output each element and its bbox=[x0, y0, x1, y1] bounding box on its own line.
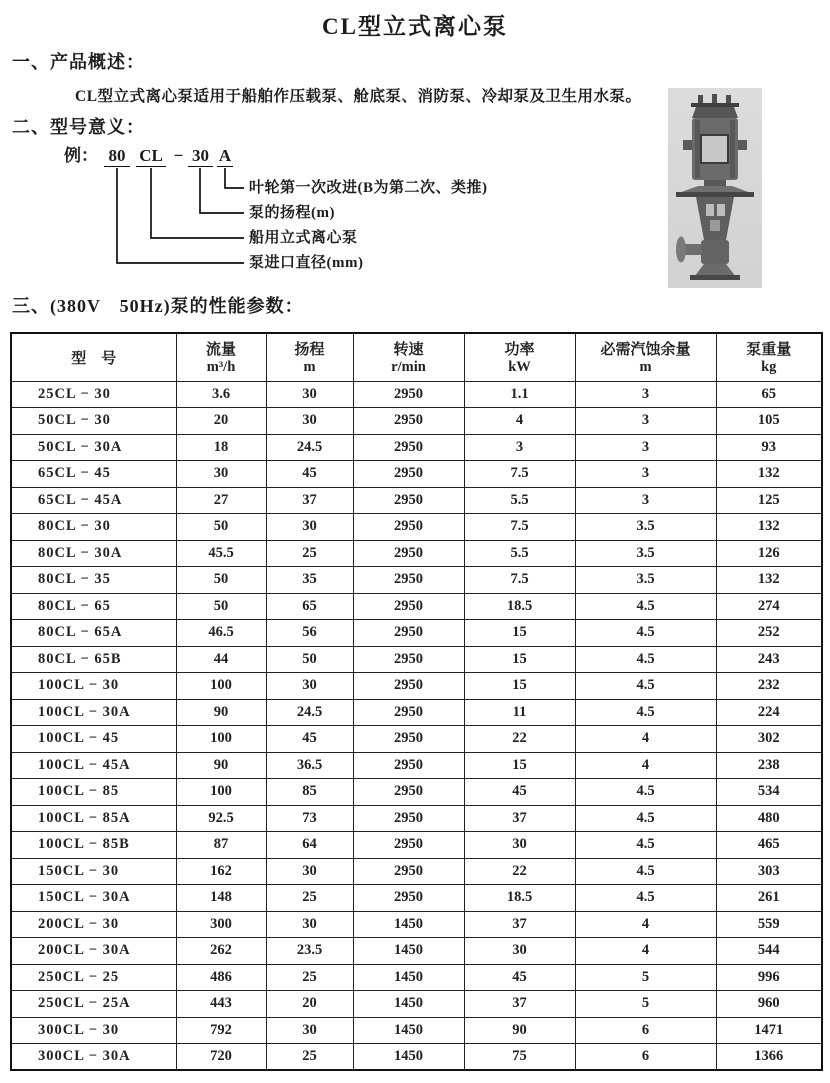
cell-model: 150CL − 30 bbox=[11, 858, 176, 885]
table-row bbox=[11, 885, 822, 912]
cell-weight: 252 bbox=[716, 620, 822, 647]
table-body bbox=[11, 381, 822, 1070]
cell-flow: 300 bbox=[176, 911, 266, 938]
cell-npsh: 4.5 bbox=[575, 646, 716, 673]
cell-npsh: 6 bbox=[575, 1017, 716, 1044]
column-unit: kW bbox=[508, 359, 531, 376]
table-row bbox=[11, 805, 822, 832]
column-title: 转速 bbox=[393, 342, 424, 359]
column-header bbox=[266, 333, 353, 381]
section2-heading: 二、型号意义： bbox=[12, 117, 145, 137]
column-unit: m³/h bbox=[206, 359, 236, 376]
page-title: CL型立式离心泵 bbox=[322, 14, 508, 39]
cell-power: 75 bbox=[464, 1044, 575, 1071]
cell-speed: 2950 bbox=[353, 885, 464, 912]
cell-speed: 2950 bbox=[353, 726, 464, 753]
cell-speed: 2950 bbox=[353, 487, 464, 514]
cell-speed: 1450 bbox=[353, 1017, 464, 1044]
cell-flow: 100 bbox=[176, 726, 266, 753]
cell-speed: 2950 bbox=[353, 646, 464, 673]
cell-speed: 2950 bbox=[353, 381, 464, 408]
cell-npsh: 4.5 bbox=[575, 673, 716, 700]
cell-power: 45 bbox=[464, 964, 575, 991]
cell-npsh: 3 bbox=[575, 381, 716, 408]
table-row bbox=[11, 673, 822, 700]
cell-npsh: 5 bbox=[575, 991, 716, 1018]
cell-power: 30 bbox=[464, 938, 575, 965]
cell-speed: 2950 bbox=[353, 567, 464, 594]
cell-npsh: 4.5 bbox=[575, 832, 716, 859]
table-row bbox=[11, 487, 822, 514]
cell-flow: 486 bbox=[176, 964, 266, 991]
cell-model: 100CL − 45A bbox=[11, 752, 176, 779]
column-header bbox=[176, 333, 266, 381]
cell-power: 4 bbox=[464, 408, 575, 435]
cell-weight: 232 bbox=[716, 673, 822, 700]
cell-model: 25CL − 30 bbox=[11, 381, 176, 408]
cell-flow: 792 bbox=[176, 1017, 266, 1044]
cell-head: 30 bbox=[266, 1017, 353, 1044]
cell-model: 65CL − 45 bbox=[11, 461, 176, 488]
cell-npsh: 3 bbox=[575, 461, 716, 488]
cell-model: 65CL − 45A bbox=[11, 487, 176, 514]
table-row bbox=[11, 752, 822, 779]
cell-weight: 65 bbox=[716, 381, 822, 408]
table-row bbox=[11, 911, 822, 938]
cell-weight: 465 bbox=[716, 832, 822, 859]
cell-model: 80CL − 30 bbox=[11, 514, 176, 541]
cell-head: 30 bbox=[266, 514, 353, 541]
cell-npsh: 3 bbox=[575, 487, 716, 514]
column-header bbox=[11, 333, 176, 381]
cell-flow: 720 bbox=[176, 1044, 266, 1071]
cell-flow: 443 bbox=[176, 991, 266, 1018]
cell-npsh: 5 bbox=[575, 964, 716, 991]
cell-power: 30 bbox=[464, 832, 575, 859]
cell-head: 25 bbox=[266, 540, 353, 567]
cell-weight: 544 bbox=[716, 938, 822, 965]
model-part-head: 30 bbox=[188, 146, 213, 167]
cell-head: 30 bbox=[266, 858, 353, 885]
cell-model: 200CL − 30 bbox=[11, 911, 176, 938]
cell-power: 1.1 bbox=[464, 381, 575, 408]
cell-npsh: 3.5 bbox=[575, 514, 716, 541]
cell-model: 50CL − 30A bbox=[11, 434, 176, 461]
cell-model: 300CL − 30A bbox=[11, 1044, 176, 1071]
cell-model: 80CL − 65 bbox=[11, 593, 176, 620]
cell-power: 7.5 bbox=[464, 514, 575, 541]
cell-weight: 534 bbox=[716, 779, 822, 806]
cell-model: 250CL − 25A bbox=[11, 991, 176, 1018]
label-inlet-diameter: 泵进口直径(mm) bbox=[249, 255, 364, 271]
cell-model: 150CL − 30A bbox=[11, 885, 176, 912]
table-row bbox=[11, 938, 822, 965]
column-unit: m bbox=[303, 359, 316, 376]
cell-head: 37 bbox=[266, 487, 353, 514]
column-title: 功率 bbox=[504, 342, 535, 359]
label-impeller-revision: 叶轮第一次改进(B为第二次、类推) bbox=[249, 180, 488, 196]
cell-head: 45 bbox=[266, 461, 353, 488]
cell-speed: 2950 bbox=[353, 593, 464, 620]
cell-model: 100CL − 30 bbox=[11, 673, 176, 700]
column-header bbox=[353, 333, 464, 381]
cell-flow: 162 bbox=[176, 858, 266, 885]
model-part-dash: − bbox=[173, 146, 184, 165]
cell-weight: 224 bbox=[716, 699, 822, 726]
cell-speed: 2950 bbox=[353, 461, 464, 488]
table-row bbox=[11, 540, 822, 567]
cell-power: 5.5 bbox=[464, 540, 575, 567]
cell-power: 7.5 bbox=[464, 567, 575, 594]
cell-head: 65 bbox=[266, 593, 353, 620]
cell-weight: 93 bbox=[716, 434, 822, 461]
table-row bbox=[11, 408, 822, 435]
table-row bbox=[11, 434, 822, 461]
column-unit: kg bbox=[761, 359, 777, 376]
cell-power: 22 bbox=[464, 858, 575, 885]
cell-speed: 1450 bbox=[353, 991, 464, 1018]
cell-npsh: 6 bbox=[575, 1044, 716, 1071]
cell-speed: 2950 bbox=[353, 408, 464, 435]
cell-weight: 1471 bbox=[716, 1017, 822, 1044]
cell-flow: 18 bbox=[176, 434, 266, 461]
cell-flow: 92.5 bbox=[176, 805, 266, 832]
column-header bbox=[575, 333, 716, 381]
cell-flow: 90 bbox=[176, 752, 266, 779]
cell-npsh: 4 bbox=[575, 726, 716, 753]
cell-weight: 132 bbox=[716, 461, 822, 488]
cell-head: 56 bbox=[266, 620, 353, 647]
table-row bbox=[11, 514, 822, 541]
section3-heading: 三、(380V 50Hz)泵的性能参数： bbox=[12, 296, 304, 316]
cell-npsh: 4.5 bbox=[575, 885, 716, 912]
cell-weight: 132 bbox=[716, 514, 822, 541]
cell-weight: 105 bbox=[716, 408, 822, 435]
cell-model: 200CL − 30A bbox=[11, 938, 176, 965]
cell-power: 15 bbox=[464, 752, 575, 779]
table-row bbox=[11, 381, 822, 408]
cell-npsh: 4.5 bbox=[575, 779, 716, 806]
performance-table bbox=[10, 332, 823, 1071]
cell-head: 30 bbox=[266, 911, 353, 938]
cell-npsh: 3.5 bbox=[575, 567, 716, 594]
cell-head: 35 bbox=[266, 567, 353, 594]
cell-head: 45 bbox=[266, 726, 353, 753]
cell-flow: 50 bbox=[176, 593, 266, 620]
cell-speed: 2950 bbox=[353, 805, 464, 832]
section1-body: CL型立式离心泵适用于船舶作压载泵、舱底泵、消防泵、冷却泵及卫生用水泵。 bbox=[75, 88, 642, 105]
table-row bbox=[11, 567, 822, 594]
cell-power: 37 bbox=[464, 911, 575, 938]
cell-speed: 1450 bbox=[353, 938, 464, 965]
cell-head: 24.5 bbox=[266, 699, 353, 726]
cell-flow: 50 bbox=[176, 567, 266, 594]
table-row bbox=[11, 991, 822, 1018]
cell-flow: 100 bbox=[176, 673, 266, 700]
column-unit: m bbox=[639, 359, 652, 376]
cell-weight: 274 bbox=[716, 593, 822, 620]
cell-speed: 2950 bbox=[353, 779, 464, 806]
cell-flow: 50 bbox=[176, 514, 266, 541]
cell-npsh: 4 bbox=[575, 911, 716, 938]
cell-model: 100CL − 30A bbox=[11, 699, 176, 726]
column-title: 泵重量 bbox=[746, 342, 792, 359]
cell-weight: 238 bbox=[716, 752, 822, 779]
column-header bbox=[716, 333, 822, 381]
table-row bbox=[11, 964, 822, 991]
cell-flow: 30 bbox=[176, 461, 266, 488]
vertical-pump-illustration bbox=[668, 88, 762, 288]
cell-weight: 261 bbox=[716, 885, 822, 912]
cell-npsh: 3 bbox=[575, 434, 716, 461]
cell-speed: 2950 bbox=[353, 620, 464, 647]
cell-power: 45 bbox=[464, 779, 575, 806]
table-row bbox=[11, 858, 822, 885]
column-title: 型 号 bbox=[71, 350, 117, 367]
cell-speed: 1450 bbox=[353, 1044, 464, 1071]
cell-power: 90 bbox=[464, 1017, 575, 1044]
cell-weight: 132 bbox=[716, 567, 822, 594]
cell-npsh: 4.5 bbox=[575, 699, 716, 726]
cell-model: 80CL − 65A bbox=[11, 620, 176, 647]
cell-power: 7.5 bbox=[464, 461, 575, 488]
table-row bbox=[11, 646, 822, 673]
cell-flow: 44 bbox=[176, 646, 266, 673]
cell-npsh: 4.5 bbox=[575, 620, 716, 647]
cell-head: 30 bbox=[266, 381, 353, 408]
cell-flow: 45.5 bbox=[176, 540, 266, 567]
cell-npsh: 3 bbox=[575, 408, 716, 435]
column-title: 流量 bbox=[205, 342, 236, 359]
cell-speed: 2950 bbox=[353, 699, 464, 726]
cell-weight: 559 bbox=[716, 911, 822, 938]
cell-model: 80CL − 30A bbox=[11, 540, 176, 567]
cell-head: 30 bbox=[266, 673, 353, 700]
table-header bbox=[11, 333, 822, 381]
cell-model: 100CL − 85B bbox=[11, 832, 176, 859]
cell-weight: 302 bbox=[716, 726, 822, 753]
cell-power: 22 bbox=[464, 726, 575, 753]
cell-speed: 2950 bbox=[353, 858, 464, 885]
cell-power: 18.5 bbox=[464, 885, 575, 912]
cell-flow: 100 bbox=[176, 779, 266, 806]
cell-power: 5.5 bbox=[464, 487, 575, 514]
table-row bbox=[11, 620, 822, 647]
cell-model: 100CL − 85 bbox=[11, 779, 176, 806]
cell-power: 15 bbox=[464, 673, 575, 700]
table-row bbox=[11, 699, 822, 726]
column-title: 扬程 bbox=[294, 342, 325, 359]
cell-flow: 148 bbox=[176, 885, 266, 912]
cell-head: 50 bbox=[266, 646, 353, 673]
cell-speed: 2950 bbox=[353, 673, 464, 700]
cell-head: 25 bbox=[266, 885, 353, 912]
column-header bbox=[464, 333, 575, 381]
cell-head: 25 bbox=[266, 964, 353, 991]
cell-head: 36.5 bbox=[266, 752, 353, 779]
cell-power: 15 bbox=[464, 646, 575, 673]
cell-npsh: 4.5 bbox=[575, 805, 716, 832]
label-pump-head: 泵的扬程(m) bbox=[249, 205, 335, 221]
cell-npsh: 4.5 bbox=[575, 858, 716, 885]
cell-weight: 996 bbox=[716, 964, 822, 991]
cell-model: 100CL − 45 bbox=[11, 726, 176, 753]
cell-power: 11 bbox=[464, 699, 575, 726]
pump-photo bbox=[668, 88, 762, 288]
cell-flow: 90 bbox=[176, 699, 266, 726]
cell-model: 50CL − 30 bbox=[11, 408, 176, 435]
cell-flow: 87 bbox=[176, 832, 266, 859]
cell-head: 64 bbox=[266, 832, 353, 859]
cell-speed: 2950 bbox=[353, 832, 464, 859]
cell-head: 25 bbox=[266, 1044, 353, 1071]
cell-speed: 1450 bbox=[353, 911, 464, 938]
cell-speed: 2950 bbox=[353, 434, 464, 461]
cell-head: 30 bbox=[266, 408, 353, 435]
cell-weight: 1366 bbox=[716, 1044, 822, 1071]
cell-flow: 27 bbox=[176, 487, 266, 514]
cell-power: 37 bbox=[464, 805, 575, 832]
model-part-inlet-diameter: 80 bbox=[104, 146, 130, 167]
cell-weight: 303 bbox=[716, 858, 822, 885]
cell-flow: 262 bbox=[176, 938, 266, 965]
cell-npsh: 3.5 bbox=[575, 540, 716, 567]
cell-speed: 1450 bbox=[353, 964, 464, 991]
table-row bbox=[11, 593, 822, 620]
section1-heading: 一、产品概述： bbox=[12, 52, 145, 72]
cell-weight: 243 bbox=[716, 646, 822, 673]
table-row bbox=[11, 461, 822, 488]
cell-speed: 2950 bbox=[353, 752, 464, 779]
table-row bbox=[11, 1017, 822, 1044]
cell-flow: 46.5 bbox=[176, 620, 266, 647]
cell-flow: 3.6 bbox=[176, 381, 266, 408]
cell-head: 85 bbox=[266, 779, 353, 806]
cell-speed: 2950 bbox=[353, 540, 464, 567]
cell-power: 3 bbox=[464, 434, 575, 461]
cell-weight: 480 bbox=[716, 805, 822, 832]
cell-npsh: 4.5 bbox=[575, 593, 716, 620]
cell-weight: 125 bbox=[716, 487, 822, 514]
table-row bbox=[11, 779, 822, 806]
cell-head: 20 bbox=[266, 991, 353, 1018]
cell-power: 37 bbox=[464, 991, 575, 1018]
table-row bbox=[11, 832, 822, 859]
cell-model: 100CL − 85A bbox=[11, 805, 176, 832]
cell-flow: 20 bbox=[176, 408, 266, 435]
cell-head: 73 bbox=[266, 805, 353, 832]
model-part-revision: A bbox=[218, 146, 232, 165]
column-title: 必需汽蚀余量 bbox=[600, 342, 691, 359]
table-row bbox=[11, 1044, 822, 1071]
cell-power: 15 bbox=[464, 620, 575, 647]
cell-head: 24.5 bbox=[266, 434, 353, 461]
model-part-series: CL bbox=[136, 146, 166, 167]
cell-weight: 960 bbox=[716, 991, 822, 1018]
cell-npsh: 4 bbox=[575, 938, 716, 965]
cell-npsh: 4 bbox=[575, 752, 716, 779]
cell-model: 80CL − 65B bbox=[11, 646, 176, 673]
cell-weight: 126 bbox=[716, 540, 822, 567]
model-example-prefix: 例： bbox=[64, 146, 98, 165]
cell-speed: 2950 bbox=[353, 514, 464, 541]
cell-head: 23.5 bbox=[266, 938, 353, 965]
cell-model: 300CL − 30 bbox=[11, 1017, 176, 1044]
column-unit: r/min bbox=[391, 359, 426, 376]
cell-model: 250CL − 25 bbox=[11, 964, 176, 991]
cell-model: 80CL − 35 bbox=[11, 567, 176, 594]
table-row bbox=[11, 726, 822, 753]
cell-power: 18.5 bbox=[464, 593, 575, 620]
label-marine-vertical-pump: 船用立式离心泵 bbox=[249, 230, 358, 246]
